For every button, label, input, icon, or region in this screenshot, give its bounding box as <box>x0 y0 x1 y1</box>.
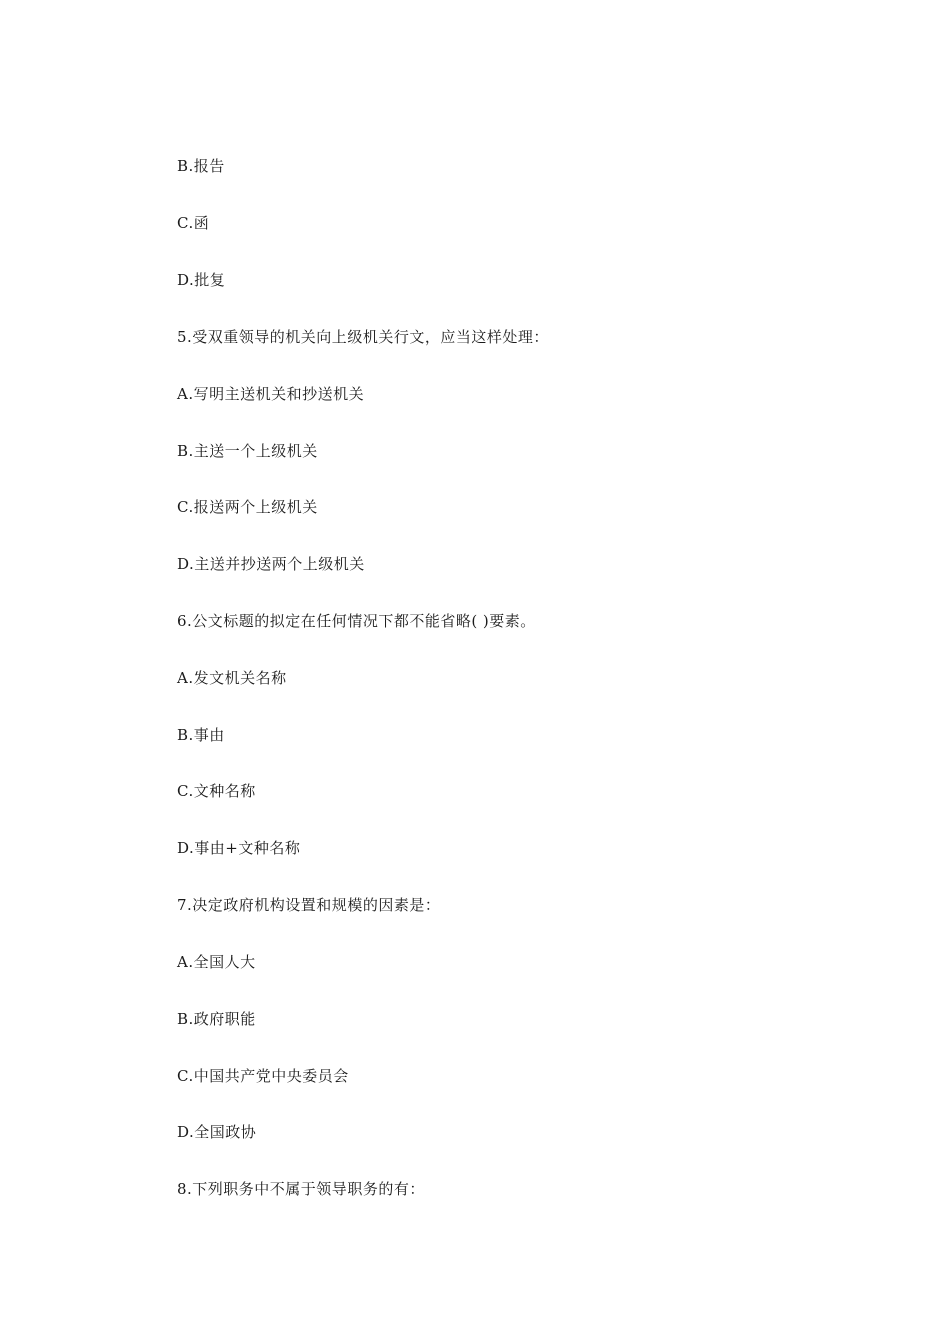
option-d-q7: D.全国政协 <box>177 1123 257 1141</box>
option-c-q4: C.函 <box>177 214 210 232</box>
option-b-q5: B.主送一个上级机关 <box>177 442 318 460</box>
option-b-q7: B.政府职能 <box>177 1010 256 1028</box>
option-b-q6: B.事由 <box>177 726 225 744</box>
option-c-q6: C.文种名称 <box>177 782 256 800</box>
option-c-q7: C.中国共产党中央委员会 <box>177 1067 349 1085</box>
question-8: 8.下列职务中不属于领导职务的有： <box>177 1180 425 1198</box>
option-c-q5: C.报送两个上级机关 <box>177 498 318 516</box>
question-5: 5.受双重领导的机关向上级机关行文，应当这样处理： <box>177 328 549 346</box>
question-6: 6.公文标题的拟定在任何情况下都不能省略( )要素。 <box>177 612 536 630</box>
option-a-q7: A.全国人大 <box>177 953 256 971</box>
option-d-q6: D.事由+文种名称 <box>177 839 301 857</box>
option-a-q5: A.写明主送机关和抄送机关 <box>177 385 365 403</box>
question-7: 7.决定政府机构设置和规模的因素是： <box>177 896 441 914</box>
option-b-q4: B.报告 <box>177 157 225 175</box>
option-d-q5: D.主送并抄送两个上级机关 <box>177 555 365 573</box>
option-d-q4: D.批复 <box>177 271 226 289</box>
option-a-q6: A.发文机关名称 <box>177 669 287 687</box>
